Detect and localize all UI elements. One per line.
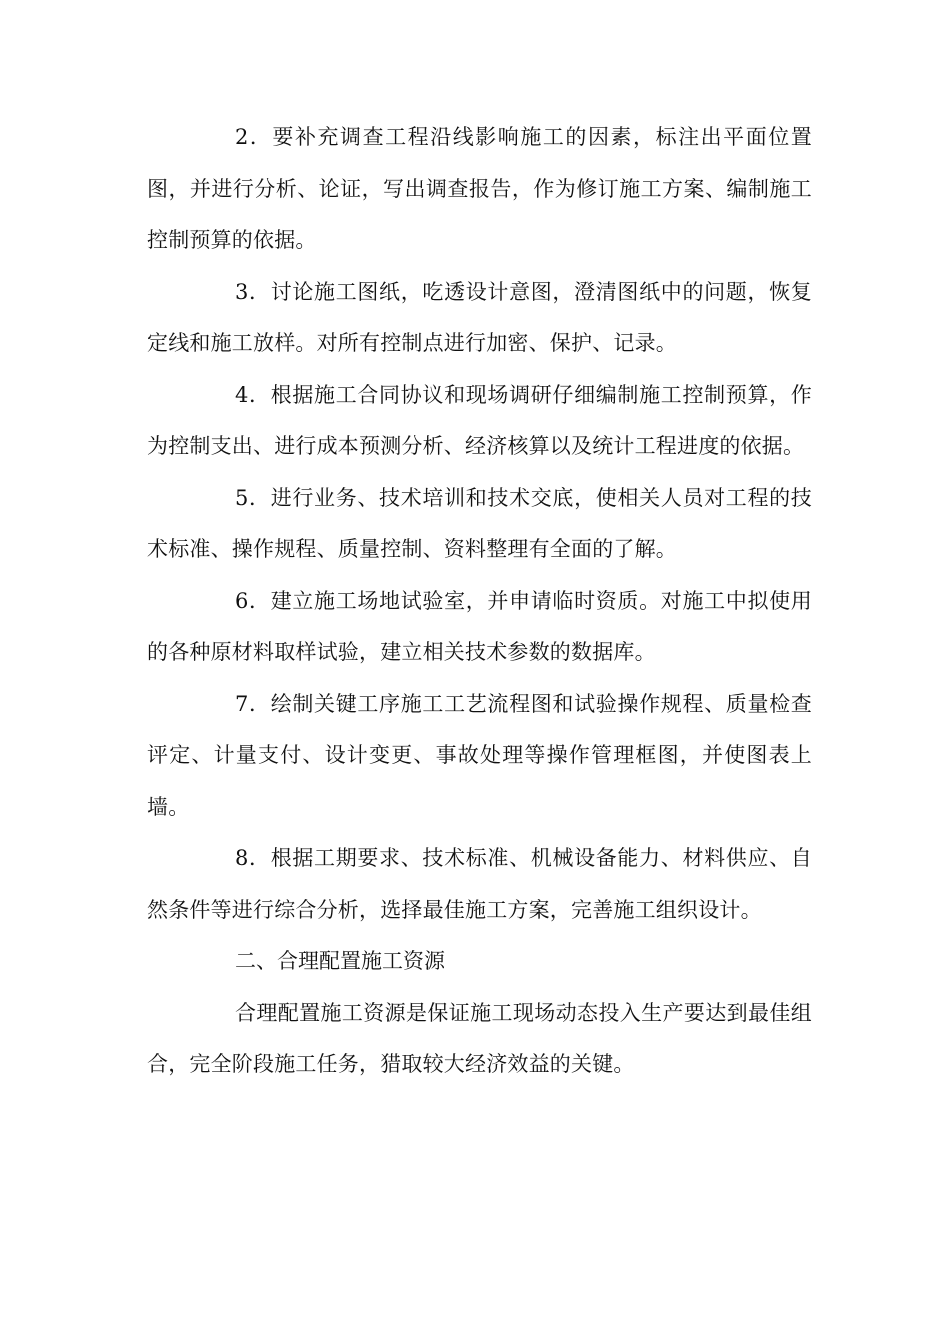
paragraph-item-6: 6．建立施工场地试验室，并申请临时资质。对施工中拟使用的各种原材料取样试验，建立相关技术参数的数据库。	[147, 588, 812, 664]
section-heading: 二、合理配置施工资源	[235, 949, 445, 973]
section-paragraph: 合理配置施工资源是保证施工现场动态投入生产要达到最佳组合，完全阶段施工任务，猎取较大经济效益的关键。	[147, 1000, 812, 1076]
paragraph-item-4: 4．根据施工合同协议和现场调研仔细编制施工控制预算，作为控制支出、进行成本预测分析、经济核算以及统计工程进度的依据。	[147, 382, 812, 458]
paragraph-item-3: 3．讨论施工图纸，吃透设计意图，澄清图纸中的问题，恢复定线和施工放样。对所有控制点进行加密、保护、记录。	[147, 279, 812, 355]
paragraph-item-2: 2．要补充调查工程沿线影响施工的因素，标注出平面位置图，并进行分析、论证，写出调查报告，作为修订施工方案、编制施工控制预算的依据。	[147, 125, 812, 252]
paragraph-item-7: 7．绘制关键工序施工工艺流程图和试验操作规程、质量检查评定、计量支付、设计变更、事故处理等操作管理框图，并使图表上墙。	[147, 691, 812, 819]
paragraph-item-8: 8．根据工期要求、技术标准、机械设备能力、材料供应、自然条件等进行综合分析，选择最佳施工方案，完善施工组织设计。	[147, 846, 812, 922]
paragraph-item-5: 5．进行业务、技术培训和技术交底，使相关人员对工程的技术标准、操作规程、质量控制、资料整理有全面的了解。	[147, 485, 812, 561]
document-body	[147, 112, 812, 1091]
